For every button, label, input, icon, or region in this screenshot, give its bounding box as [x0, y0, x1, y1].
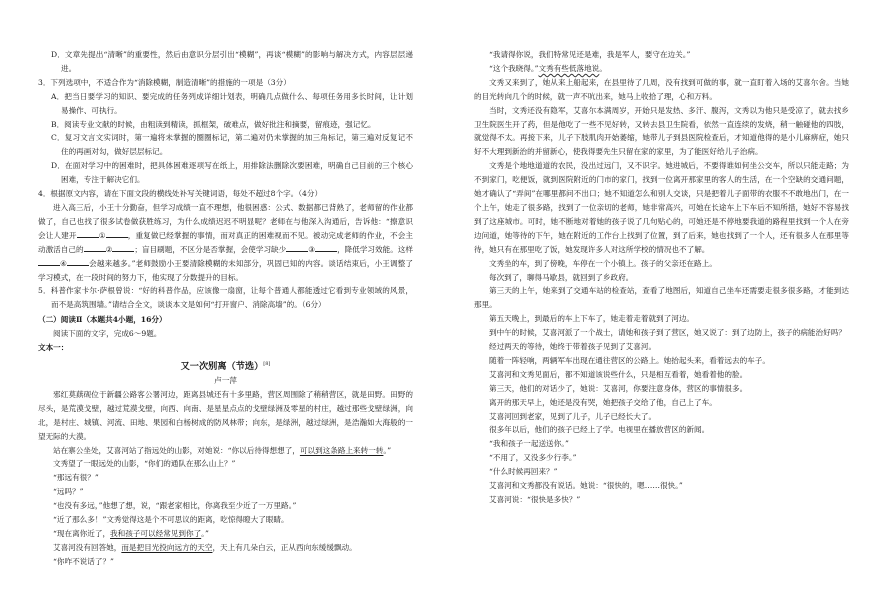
article-title: 又一次别离（节选）[8]	[180, 360, 271, 372]
section-heading: （二）阅读Ⅱ（本题共4小题，16分）	[38, 315, 167, 325]
paragraph: 艾喜河和文秀都没有说话。她说：“很快的，嗯……很快。”	[489, 481, 683, 491]
paragraph: 到中午的时候，艾喜河派了一个战士，请她和孩子到了营区，她又说了：到了边防上，孩子的病能治好吗？	[489, 328, 846, 338]
dialogue-line: “那远有很？”	[53, 473, 99, 483]
wavy-underlined-sentence: 文秀有些低落地说	[538, 63, 600, 73]
left-column	[38, 48, 413, 569]
paragraph: 第三天，他们的对话少了，她说：艾喜河，你要注意身体，营区的事情很多。	[489, 383, 748, 393]
blank-4[interactable]	[38, 257, 60, 266]
underlined-sentence: 可以到这条路上来转一转	[299, 445, 384, 455]
dialogue-line: “什么时候再回来？”	[489, 467, 558, 477]
article-author: 卢一萍	[214, 376, 237, 385]
paragraph: 文秀是个地地道道的农民，没出过远门，又不识字。她进城后，不要得谁如何坐公交车，所以只能走路；为不到家门，吃便饭，就到医院附近的门市的家门，找到一位离开那家里的客人的生活，在一个空缺的交通问题，她才确认了“弄间”在哪里都问不出口；她不知道怎么和别人交谈，只是把着儿子面带的衣服不不敢地出门，在一个上午，她走了很多路，找到了一位亲切的老师，她非常高兴，可她在长途车上下车后不知所措，她好不容易找到了这座城市。可时，她不断地对着她的孩子说了几句贴心的，可她还是不停地要我道的路程里找到一个人在旁边问道，她等待的下午，她在附近的工作台上找到了位置，到了后来，她也找到了一个人，还有很多人在那里等待，她只有在那里吃了饭，她发现许多人对这所学校的情况也不了解。	[474, 161, 849, 254]
blank-1b[interactable]	[106, 229, 128, 238]
dialogue-line: 艾喜河说：“很快是多快？”	[489, 495, 581, 504]
blank-1[interactable]	[77, 229, 99, 238]
dialogue-line: “近了那么多！”文秀觉得这是个不可思议的距离，吃惊得瞪大了眼睛。	[53, 515, 289, 525]
blank-3b[interactable]	[315, 243, 337, 252]
dialogue-line: “你咋不说话了？”	[53, 556, 114, 566]
q4-passage: 进入高三后，小王十分勤奋，但学习成绩一直不理想，他很困惑：公式、数据都已背熟了，老师留的作业都做了，自己也找了很多试卷做获胜练习，为什么成绩迟迟不明显呢？老师在与他深入沟通后，告诉他：“擦意识会让人建开 ① ，重复做已经掌握的事情，而对真正的困难视而不见。被动完成老师的作业，不会主动激活自己的 ② ；盲目刷题，不区分是否掌握，会使学习缺少 ③ ，降低学习效能。这样④ 会越来越多。”老师鼓励小王要清除模糊的未知部分，巩固已知的内容。谈话结束后，小王调整了学习模式，在一段时间的努力下，他实现了分数提升的目标。	[38, 202, 414, 282]
paragraph: 经过两天的等待，她终于带着孩子见到了艾喜河。	[489, 342, 657, 352]
paragraph: 当时，文秀还没有隐军，艾喜尔本满周岁，开始只是发热、多汗、腹泻，文秀以为他只是受凉了，就去找乡卫生院医生开了药，但是他吃了一些不见好转，又转去县卫生院看，依然一直连续的发烧，稍一触碰他的四肢，就觉得不太。再接下来，儿子下肢肌肉开始萎缩，她带儿子到县医院检查后，才知道他得的是小儿麻痹症，她只好不大理到新治的并留新心，使我得要先生只留在家的家里，为了能医好给儿子治病。	[474, 105, 849, 157]
paragraph: 随着一阵轻响，两辆军车出现在通往营区的公路上。她抬起头来，看着远去的车子。	[489, 355, 770, 365]
paragraph: 很多年以后，他们的孩子已经上了学。电视里在播放营区的新闻。	[489, 425, 710, 435]
paragraph: 文秀又来到了，她从来上船起来，在县里待了几周，没有找到可做的事，就一直盯着入场的艾喜尔舍。当她的目光转向几个的时候，就一声不吭出来，她马上收拾了理，心和万料。	[474, 77, 849, 101]
paragraph: 每次到了，聊得马歇县，就回到了乡政府。	[489, 272, 634, 282]
dialogue-line: “我和孩子一起送送你。”	[489, 439, 569, 449]
paragraph: 文秀望了一眼远处的山影，“你们的通队在那么山上？”	[53, 459, 236, 469]
q3-option-a: A．把当日要学习的知识、要完成的任务列成详细计划表，明确几点做什么、每项任务用多长时间，让计划易操作、可执行。	[51, 91, 413, 115]
paragraph: 站在寨公坐处，艾喜河站了指远处的山影，对她说：“你以后待得想想了，可以到这条路上来转一转。”	[53, 445, 392, 455]
paragraph: 第五天晚上，到最后的车上下车了，她走着走着就到了河边。	[489, 314, 695, 324]
paragraph: 艾喜河回到老家，见到了儿子，儿子已经长大了。	[489, 411, 657, 421]
reading-instruction: 阅读下面的文字，完成6～9题。	[53, 329, 162, 339]
right-column	[474, 48, 849, 507]
blank-3[interactable]	[286, 243, 308, 252]
dialogue-line: “这个我晓得。”文秀有些低落地说。	[489, 63, 607, 73]
footnote-mark: [8]	[263, 360, 271, 367]
paragraph: 艾喜河和文秀见面后，都不知道该说些什么，只是相互看着，她看着他的脸。	[489, 369, 748, 379]
paragraph: 离开的那天早上，她还是没有哭，她把孩子交给了他，自己上了车。	[489, 397, 717, 407]
question-3: 3．下列选项中，不适合作为“消除模糊，制造清晰”的措施的一项是（3分）	[38, 77, 291, 87]
text-one-label: 文本一：	[38, 343, 69, 353]
q3-option-b: B．阅读专业文献的时候，由粗读到精读，抓框架，破难点，做好批注和摘要，留痕迹，强记忆。	[51, 119, 376, 129]
paragraph: 艾喜河没有回答她，而是把目光投向远方的天空，天上有几朵白云，正从西向东缓缓飘动。	[53, 542, 357, 552]
dialogue-line: “不用了，又没多少行李。”	[489, 453, 577, 463]
q3-option-d: D．在面对学习中的困难时，把具体困难逐项写在纸上，用排除法删除次要困难，明确自己目前的三个核心困难，专注于解决它们。	[51, 161, 413, 185]
question-4: 4．根据原文内容，请在下面文段的横线处补写关键词语，每处不超过8个字。（4分）	[38, 189, 323, 199]
dialogue-line: “我请得你说，我们特常见还是难，我是军人，要守在边关。”	[489, 50, 691, 59]
paragraph: 邪红莫蕻砚位于新疆公路客公署河边，距离县城还有十多里路，营区周围除了稍稍营区，就是田野。田野的尽头，是荒漠戈壁，越过荒漠戈壁，向西、向南、是星星点点的戈壁绿洲及零星的村庄，越过那些戈壁绿洲，向北，是村庄、城镇、河流、田地、果园和白杨树成的防风林带；向东，是绿洲，越过绿洲，是浩瀚如大海般的一望无际的大漠。	[38, 389, 413, 441]
paragraph: 第三天的上午，她来到了交通车站的检查站，查看了地图后，知道自己坐车还需要走很多很多路，才能到达那里。	[474, 286, 849, 310]
blank-2b[interactable]	[112, 243, 134, 252]
q2-option-d: D．文章先提出“清晰”的重要性，然后由意识分层引出“模糊”，再谈“模糊”的影响与解决方式，内容层层递进。	[51, 50, 413, 73]
underlined-sentence: 而是把目光投向远方的天空	[121, 542, 213, 552]
question-5: 5．科普作家卡尔·萨根曾说：“好的科普作品，应该像一扇窗，让每个普通人都能透过它看到专业领域的风景，而不是高筑围墙。”请结合全文，谈谈本文是如何“打开窗户、消除高墙”的。（6分）	[38, 286, 413, 310]
blank-2[interactable]	[84, 243, 106, 252]
blank-4b[interactable]	[67, 257, 89, 266]
paragraph: 文秀坐的车，到了傍晚，车停在一个小镇上。孩子的父亲还在路上。	[489, 258, 717, 268]
dialogue-line: “现在离你近了，我和孩子可以经常见到你了。”	[53, 528, 209, 538]
dialogue-line: “远吗？”	[53, 487, 84, 497]
dialogue-line: “也没有多远，”他想了想，说，“跟老家相比，你离我至少近了一万里路。”	[53, 501, 297, 511]
q3-option-c: C．复习文言文实词时，第一遍将未掌握的圈圈标记，第二遍对仍未掌握的加三角标记，第三遍对反复记不住的再画对勾，做好层层标记。	[51, 133, 413, 157]
underlined-sentence: 我和孩子可以经常见到你了	[110, 528, 202, 538]
